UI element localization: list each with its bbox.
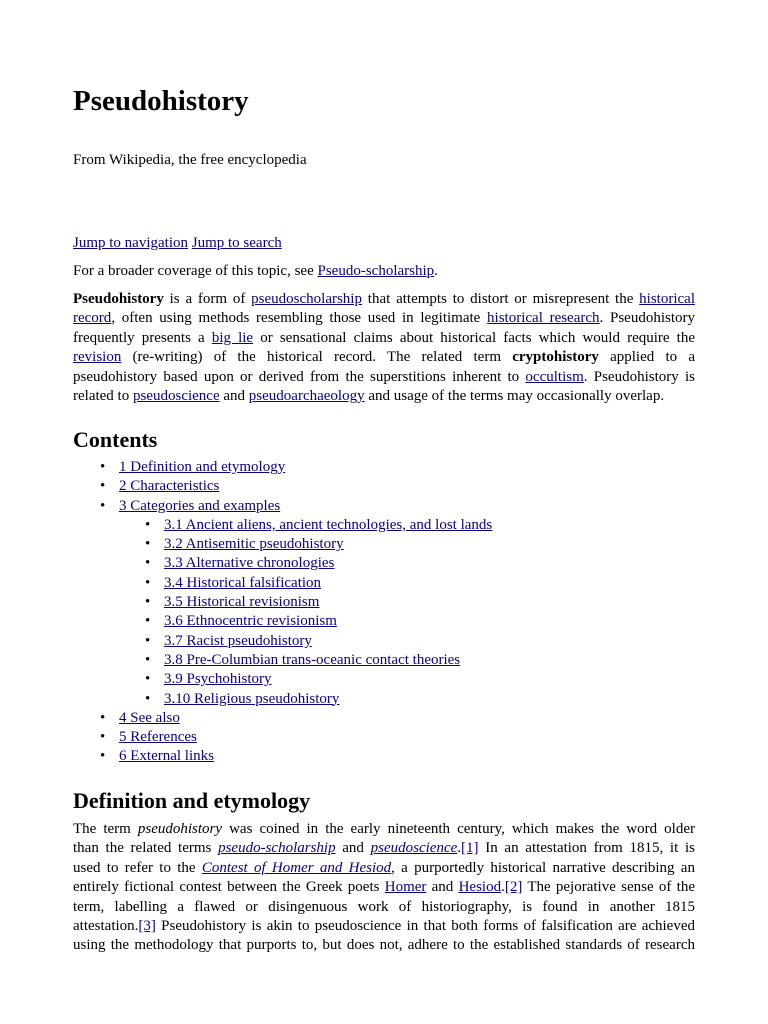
intro-line — [73, 309, 695, 328]
revision-link[interactable]: revision — [73, 349, 122, 366]
homer-link[interactable]: Homer — [384, 879, 427, 896]
pseudoscholarship-link[interactable]: pseudoscholarship — [251, 291, 362, 307]
toc-link-historical-falsification[interactable]: 3.4 Historical falsification — [164, 574, 322, 591]
reference-1-link[interactable]: [1] — [461, 840, 479, 857]
toc-link-psychohistory[interactable]: 3.9 Psychohistory — [164, 671, 272, 688]
toc-item — [73, 747, 492, 766]
jump-links — [73, 234, 282, 253]
def-text: The pejorative sense of the — [522, 879, 695, 896]
def-line — [73, 936, 695, 955]
toc-link-alternative-chronologies[interactable]: 3.3 Alternative chronologies — [164, 555, 335, 572]
def-text: . — [501, 879, 505, 896]
def-text: entirely fictional contest between the Greek poets — [73, 879, 385, 896]
intro-line — [73, 348, 695, 367]
definition-paragraph — [73, 820, 695, 956]
jump-to-navigation-link[interactable]: Jump to navigation — [73, 235, 188, 251]
intro-text: related to — [73, 388, 133, 405]
reference-2-link[interactable]: [2] — [504, 879, 523, 896]
def-text: using the methodology that purports to, but does not, adhere to the established standards of research — [73, 937, 695, 954]
def-line — [73, 839, 695, 858]
toc-subitem — [73, 574, 492, 593]
def-text: , a purportedly historical narrative describing an — [391, 859, 695, 876]
intro-line — [73, 368, 695, 387]
hatnote-end: . — [434, 263, 438, 279]
link-text: pseudoscience — [370, 840, 458, 857]
toc-subitem — [73, 554, 492, 573]
reference-3-link[interactable]: [3] — [138, 918, 156, 935]
hatnote-text: For a broader coverage of this topic, see — [73, 263, 318, 279]
intro-text: or sensational claims about historical facts which would require the — [253, 329, 695, 346]
def-line — [73, 820, 695, 839]
intro-paragraph — [73, 290, 695, 406]
def-line — [73, 898, 695, 917]
historical-record-link[interactable]: historical — [639, 291, 695, 307]
jump-to-search-link[interactable]: Jump to search — [191, 235, 282, 251]
def-text: and — [426, 879, 459, 896]
pseudo-scholarship-link[interactable]: Pseudo-scholarship — [317, 263, 435, 279]
toc-link-characteristics[interactable]: 2 Characteristics — [119, 478, 220, 495]
toc-subitem — [73, 651, 492, 670]
toc-link-historical-revisionism[interactable]: 3.5 Historical revisionism — [164, 594, 320, 611]
intro-text: (re-writing) of the historical record. The related term — [121, 349, 513, 366]
cryptohistory-term: cryptohistory — [512, 349, 599, 366]
toc-item — [73, 728, 492, 747]
intro-text: is a form of — [163, 291, 252, 307]
toc-link-antisemitic[interactable]: 3.2 Antisemitic pseudohistory — [164, 536, 344, 553]
link-text: pseudo-scholarship — [218, 840, 336, 857]
toc-subitem — [73, 670, 492, 689]
toc-subitem — [73, 516, 492, 535]
historical-research-link[interactable]: historical research — [487, 310, 600, 327]
toc-item — [73, 709, 492, 728]
intro-text: , often using methods resembling those used in legitimate — [111, 310, 488, 327]
def-text: The term — [73, 821, 138, 837]
def-term: pseudohistory — [137, 821, 223, 837]
toc-item — [73, 497, 492, 516]
toc-item — [73, 458, 492, 477]
toc-link-references[interactable]: 5 References — [119, 729, 197, 746]
intro-text: frequently presents a — [73, 329, 212, 346]
intro-line — [73, 387, 695, 406]
intro-term: Pseudohistory — [73, 291, 164, 307]
intro-text: and usage of the terms may occasionally overlap. — [364, 388, 665, 405]
hesiod-link[interactable]: Hesiod — [458, 879, 502, 896]
intro-text: pseudohistory based upon or derived from the superstitions inherent to — [73, 368, 526, 385]
pseudo-scholarship-link[interactable] — [218, 840, 336, 856]
intro-text: and — [219, 388, 249, 405]
def-line — [73, 878, 695, 897]
def-text: Pseudohistory is akin to pseudoscience in that both forms of falsification are achieved — [155, 918, 695, 935]
contest-of-homer-and-hesiod-link[interactable] — [202, 860, 391, 876]
link-text: Contest of Homer and Hesiod — [201, 859, 392, 876]
toc-link-racist[interactable]: 3.7 Racist pseudohistory — [164, 632, 312, 649]
toc-link-religious[interactable]: 3.10 Religious pseudohistory — [164, 690, 340, 707]
toc-link-ancient-aliens[interactable]: 3.1 Ancient aliens, ancient technologies, and lost lands — [164, 516, 493, 533]
def-text: term, labelling a flawed or disingenuous work of historiography, is found in another 1815 — [73, 898, 695, 915]
site-tagline: From Wikipedia, the free encyclopedia — [73, 152, 307, 168]
def-line — [73, 917, 695, 936]
table-of-contents — [73, 458, 492, 767]
section-heading-definition: Definition and etymology — [73, 788, 311, 813]
intro-line — [73, 329, 695, 348]
toc-subitem — [73, 593, 492, 612]
toc-link-categories[interactable]: 3 Categories and examples — [119, 497, 281, 514]
toc-link-see-also[interactable]: 4 See also — [119, 709, 180, 726]
def-text: was coined in the early nineteenth century, which makes the word older — [222, 821, 695, 837]
toc-subitem — [73, 632, 492, 651]
toc-item — [73, 477, 492, 496]
historical-record-link[interactable]: record — [73, 310, 112, 327]
toc-link-external-links[interactable]: 6 External links — [119, 748, 214, 765]
hatnote — [73, 262, 438, 281]
pseudoarchaeology-link[interactable]: pseudoarchaeology — [248, 388, 365, 405]
def-text: In an attestation from 1815, it is — [478, 840, 695, 857]
intro-text: . Pseudohistory — [599, 310, 695, 327]
def-text: and — [335, 840, 371, 857]
intro-text: . Pseudohistory is — [583, 368, 696, 385]
def-text: attestation. — [73, 918, 139, 935]
def-text: used to refer to the — [73, 859, 202, 876]
intro-line — [73, 290, 695, 309]
toc-link-pre-columbian[interactable]: 3.8 Pre-Columbian trans-oceanic contact theories — [164, 651, 461, 668]
intro-text: that attempts to distort or misrepresent the — [361, 291, 640, 307]
page-title: Pseudohistory — [73, 85, 249, 117]
intro-text: applied to a — [598, 349, 695, 366]
toc-subitem — [73, 535, 492, 554]
def-text: . — [457, 840, 462, 857]
def-line — [73, 859, 695, 878]
contents-heading: Contents — [73, 427, 158, 452]
def-text: than the related terms — [73, 840, 219, 857]
big-lie-link[interactable]: big lie — [211, 329, 254, 346]
toc-link-definition[interactable]: 1 Definition and etymology — [119, 459, 286, 475]
toc-subitem — [73, 612, 492, 631]
pseudoscience-link[interactable] — [371, 840, 458, 856]
occultism-link[interactable]: occultism — [525, 368, 584, 385]
pseudoscience-link[interactable]: pseudoscience — [132, 388, 220, 405]
toc-subitem — [73, 690, 492, 709]
toc-link-ethnocentric-revisionism[interactable]: 3.6 Ethnocentric revisionism — [164, 613, 337, 630]
